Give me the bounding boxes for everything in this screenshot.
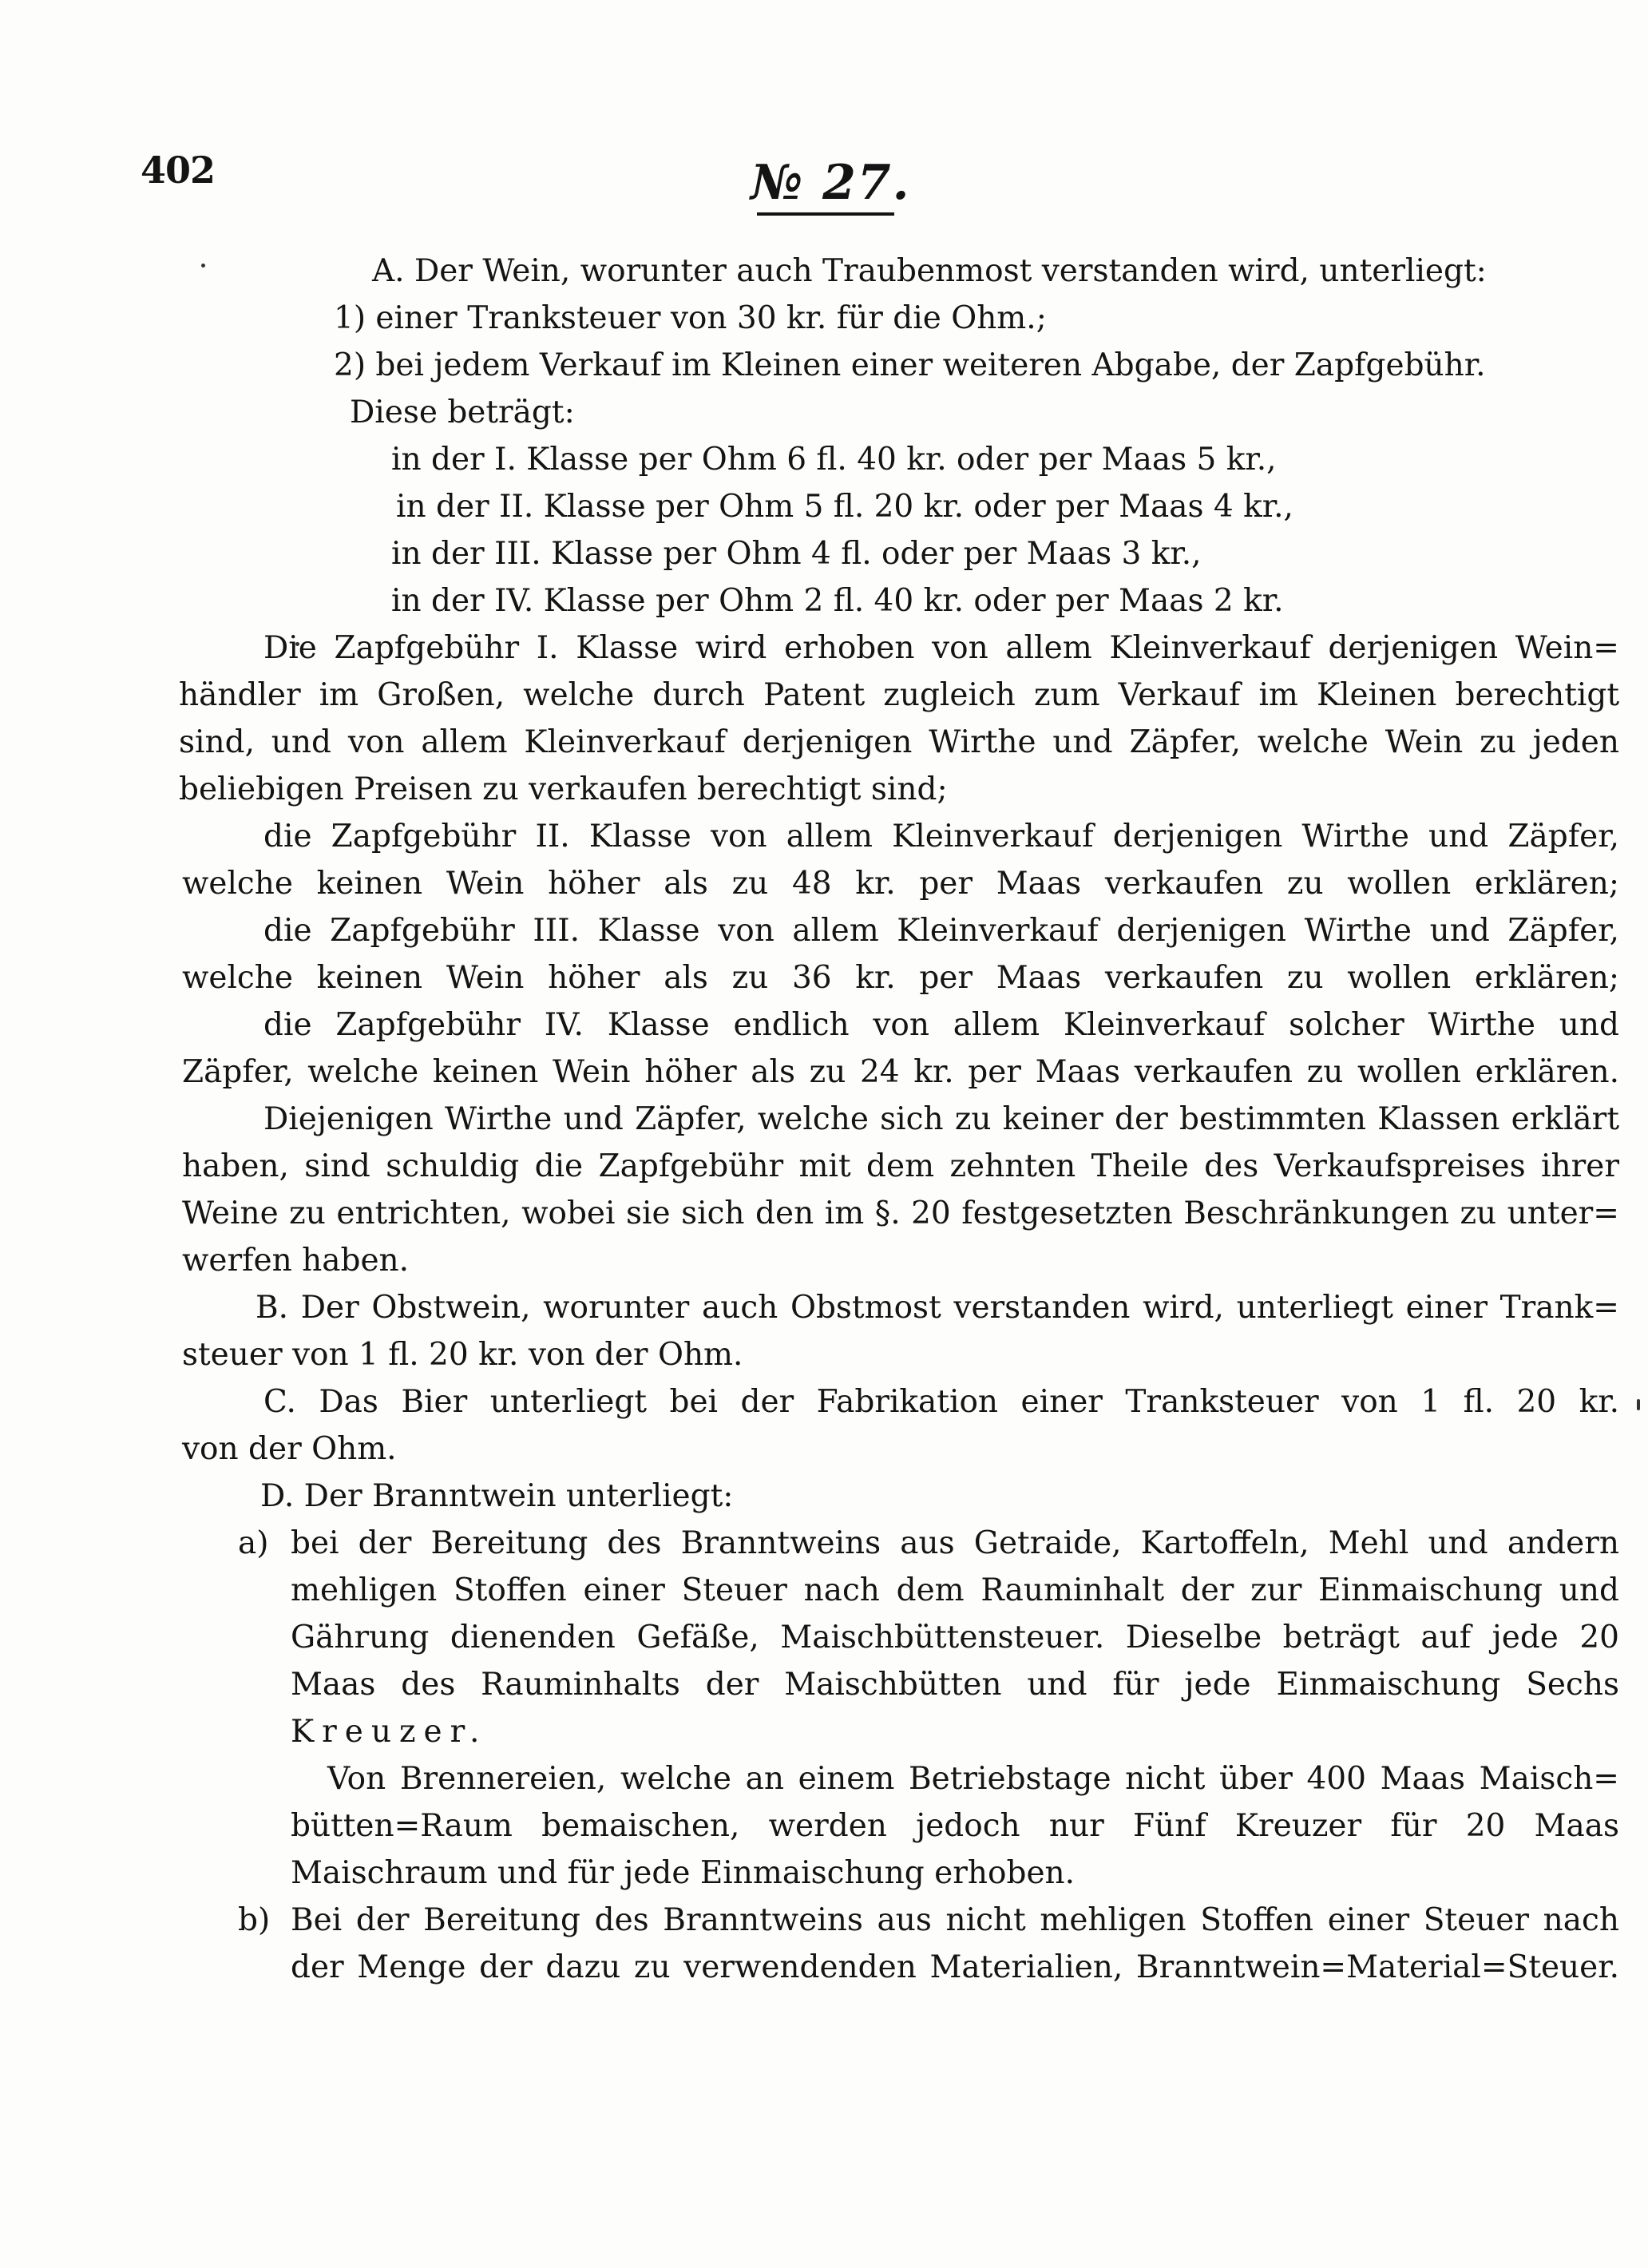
text-line: Maas des Rauminhalts der Maischbütten und für jede Einmaischung Sechs xyxy=(291,1667,1619,1703)
text-line: beliebigen Preisen zu verkaufen berechtigt sind; xyxy=(179,771,948,807)
text-line: C. Das Bier unterliegt bei der Fabrikation einer Tranksteuer von 1 fl. 20 kr. xyxy=(263,1384,1619,1420)
paragraph-b xyxy=(182,1284,1619,1378)
text-line: steuer von 1 fl. 20 kr. von der Ohm. xyxy=(182,1337,743,1373)
item-1: 1) einer Tranksteuer von 30 kr. für die Ohm.; xyxy=(334,300,1047,336)
paragraph-unclassified xyxy=(182,1096,1619,1284)
text-line: händler im Großen, welche durch Patent zugleich zum Verkauf im Kleinen berechtigt xyxy=(179,677,1619,713)
text-line: B. Der Obstwein, worunter auch Obstmost verstanden wird, unterliegt einer Trank= xyxy=(256,1290,1619,1326)
text-line: haben, sind schuldig die Zapfgebühr mit dem zehnten Theile des Verkaufspreises ihrer xyxy=(182,1148,1619,1184)
text-line: Maischraum und für jede Einmaischung erhoben. xyxy=(291,1855,1076,1891)
text-line: mehligen Stoffen einer Steuer nach dem Rauminhalt der zur Einmaischung und xyxy=(291,1572,1619,1608)
paragraph-class-4 xyxy=(182,1001,1619,1096)
item-a-label: a) xyxy=(238,1525,269,1561)
text-line: von der Ohm. xyxy=(182,1431,397,1467)
rate-class-4: in der IV. Klasse per Ohm 2 fl. 40 kr. oder per Maas 2 kr. xyxy=(391,583,1284,619)
text-line: Kreuzer. xyxy=(291,1714,488,1750)
text-line: die Zapfgebühr III. Klasse von allem Kleinverkauf derjenigen Wirthe und Zäpfer, xyxy=(263,913,1619,949)
section-heading: № 27. xyxy=(751,155,911,211)
rate-class-1: in der I. Klasse per Ohm 6 fl. 40 kr. oder per Maas 5 kr., xyxy=(391,442,1277,478)
text-line: Die Zapfgebühr I. Klasse wird erhoben von allem Kleinverkauf derjenigen Wein= xyxy=(263,630,1619,666)
heading-underline xyxy=(757,212,894,216)
text-line: Diejenigen Wirthe und Zäpfer, welche sich zu keiner der bestimmten Klassen erklärt xyxy=(263,1101,1619,1137)
print-speck xyxy=(201,264,205,268)
text-line: welche keinen Wein höher als zu 48 kr. per Maas verkaufen zu wollen erklären; xyxy=(182,866,1619,902)
paragraph-class-3 xyxy=(182,907,1619,1001)
paragraph-class-2 xyxy=(182,813,1619,907)
text-line: Bei der Bereitung des Branntweins aus nicht mehligen Stoffen einer Steuer nach xyxy=(291,1902,1619,1938)
paragraph-c xyxy=(182,1378,1619,1473)
text-line: Gährung dienenden Gefäße, Maischbüttensteuer. Dieselbe beträgt auf jede 20 xyxy=(291,1620,1619,1655)
rate-intro: Diese beträgt: xyxy=(350,395,575,430)
document-body xyxy=(179,248,1619,1991)
text-line: Weine zu entrichten, wobei sie sich den im §. 20 festgesetzten Beschränkungen zu unter= xyxy=(182,1195,1619,1231)
text-line: die Zapfgebühr II. Klasse von allem Kleinverkauf derjenigen Wirthe und Zäpfer, xyxy=(263,819,1619,854)
paragraph-d-intro: D. Der Branntwein unterliegt: xyxy=(260,1478,734,1514)
rate-class-2: in der II. Klasse per Ohm 5 fl. 20 kr. oder per Maas 4 kr., xyxy=(396,489,1293,525)
text-line: sind, und von allem Kleinverkauf derjenigen Wirthe und Zäpfer, welche Wein zu jeden xyxy=(179,724,1619,760)
paragraph-class-1 xyxy=(179,624,1619,813)
item-b-label: b) xyxy=(238,1902,271,1938)
item-2: 2) bei jedem Verkauf im Kleinen einer weiteren Abgabe, der Zapfgebühr. xyxy=(334,347,1486,383)
paragraph-a-intro: A. Der Wein, worunter auch Traubenmost verstanden wird, unterliegt: xyxy=(372,253,1487,289)
item-b xyxy=(238,1897,1619,1991)
text-line: welche keinen Wein höher als zu 36 kr. per Maas verkaufen zu wollen erklären; xyxy=(182,960,1619,996)
text-line: Von Brennereien, welche an einem Betriebstage nicht über 400 Maas Maisch= xyxy=(327,1761,1619,1797)
text-line: werfen haben. xyxy=(182,1243,410,1279)
page-number: 402 xyxy=(141,149,216,192)
item-a xyxy=(238,1520,1619,1897)
text-line: bütten=Raum bemaischen, werden jedoch nur Fünf Kreuzer für 20 Maas xyxy=(291,1808,1619,1844)
text-line: der Menge der dazu zu verwendenden Materialien, Branntwein=Material=Steuer. xyxy=(291,1949,1619,1985)
text-line: die Zapfgebühr IV. Klasse endlich von allem Kleinverkauf solcher Wirthe und xyxy=(263,1007,1619,1043)
text-line: Zäpfer, welche keinen Wein höher als zu 24 kr. per Maas verkaufen zu wollen erklären. xyxy=(182,1054,1619,1090)
print-speck xyxy=(1637,1399,1640,1410)
text-line: bei der Bereitung des Branntweins aus Getraide, Kartoffeln, Mehl und andern xyxy=(291,1525,1619,1561)
rate-class-3: in der III. Klasse per Ohm 4 fl. oder per Maas 3 kr., xyxy=(391,536,1202,572)
